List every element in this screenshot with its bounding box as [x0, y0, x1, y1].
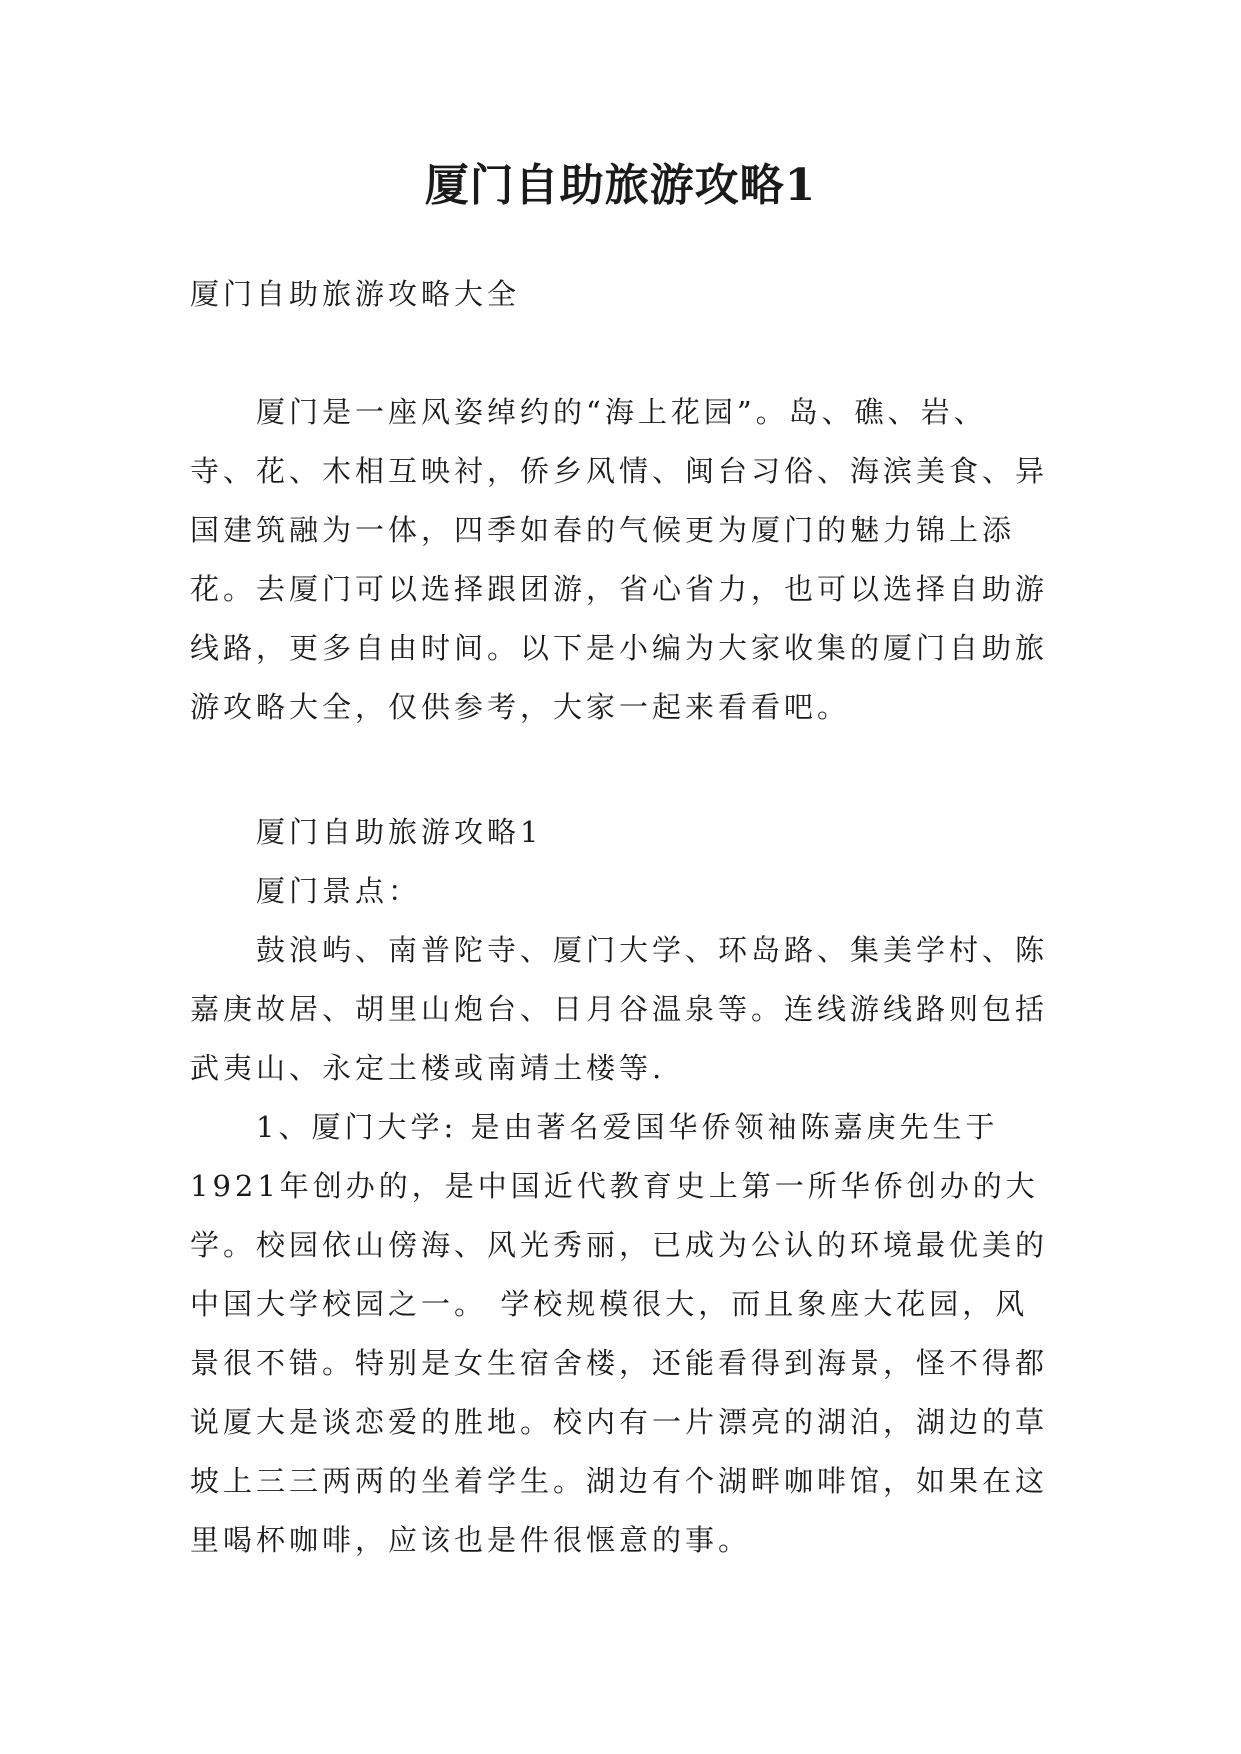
- item-1-paragraph: 1、厦门大学: 是由著名爱国华侨领袖陈嘉庚先生于1921年创办的，是中国近代教育史上第一所华侨创办的大学。校园依山傍海、风光秀丽，已成为公认的环境最优美的中国大学校园之一。 学校规模很大，而且象座大花园，风景很不错。特别是女生宿舍楼，还能看得到海景，怪不得都说厦大是谈恋爱的胜地。校内有一片漂亮的湖泊，湖边的草坡上三三两两的坐着学生。湖边有个湖畔咖啡馆，如果在这里喝杯咖啡，应该也是件很惬意的事。: [190, 1110, 1049, 1557]
- document-body: [190, 265, 1052, 1570]
- document-subtitle: 厦门自助旅游攻略大全: [190, 277, 521, 311]
- section-heading: 厦门自助旅游攻略1: [256, 815, 543, 849]
- spacer: [190, 324, 1052, 383]
- spacer: [190, 737, 1052, 803]
- spots-label: 厦门景点：: [256, 874, 422, 908]
- spots-paragraph: 鼓浪屿、南普陀寺、厦门大学、环岛路、集美学村、陈嘉庚故居、胡里山炮台、日月谷温泉等。连线游线路则包括武夷山、永定土楼或南靖土楼等.: [190, 933, 1049, 1085]
- document-title: 厦门自助旅游攻略1: [424, 160, 817, 211]
- intro-paragraph: 厦门是一座风姿绰约的“海上花园”。岛、礁、岩、寺、花、木相互映衬，侨乡风情、闽台习俗、海滨美食、异国建筑融为一体，四季如春的气候更为厦门的魅力锦上添花。去厦门可以选择跟团游，省心省力，也可以选择自助游线路，更多自由时间。以下是小编为大家收集的厦门自助旅游攻略大全，仅供参考，大家一起来看看吧。: [190, 395, 1049, 724]
